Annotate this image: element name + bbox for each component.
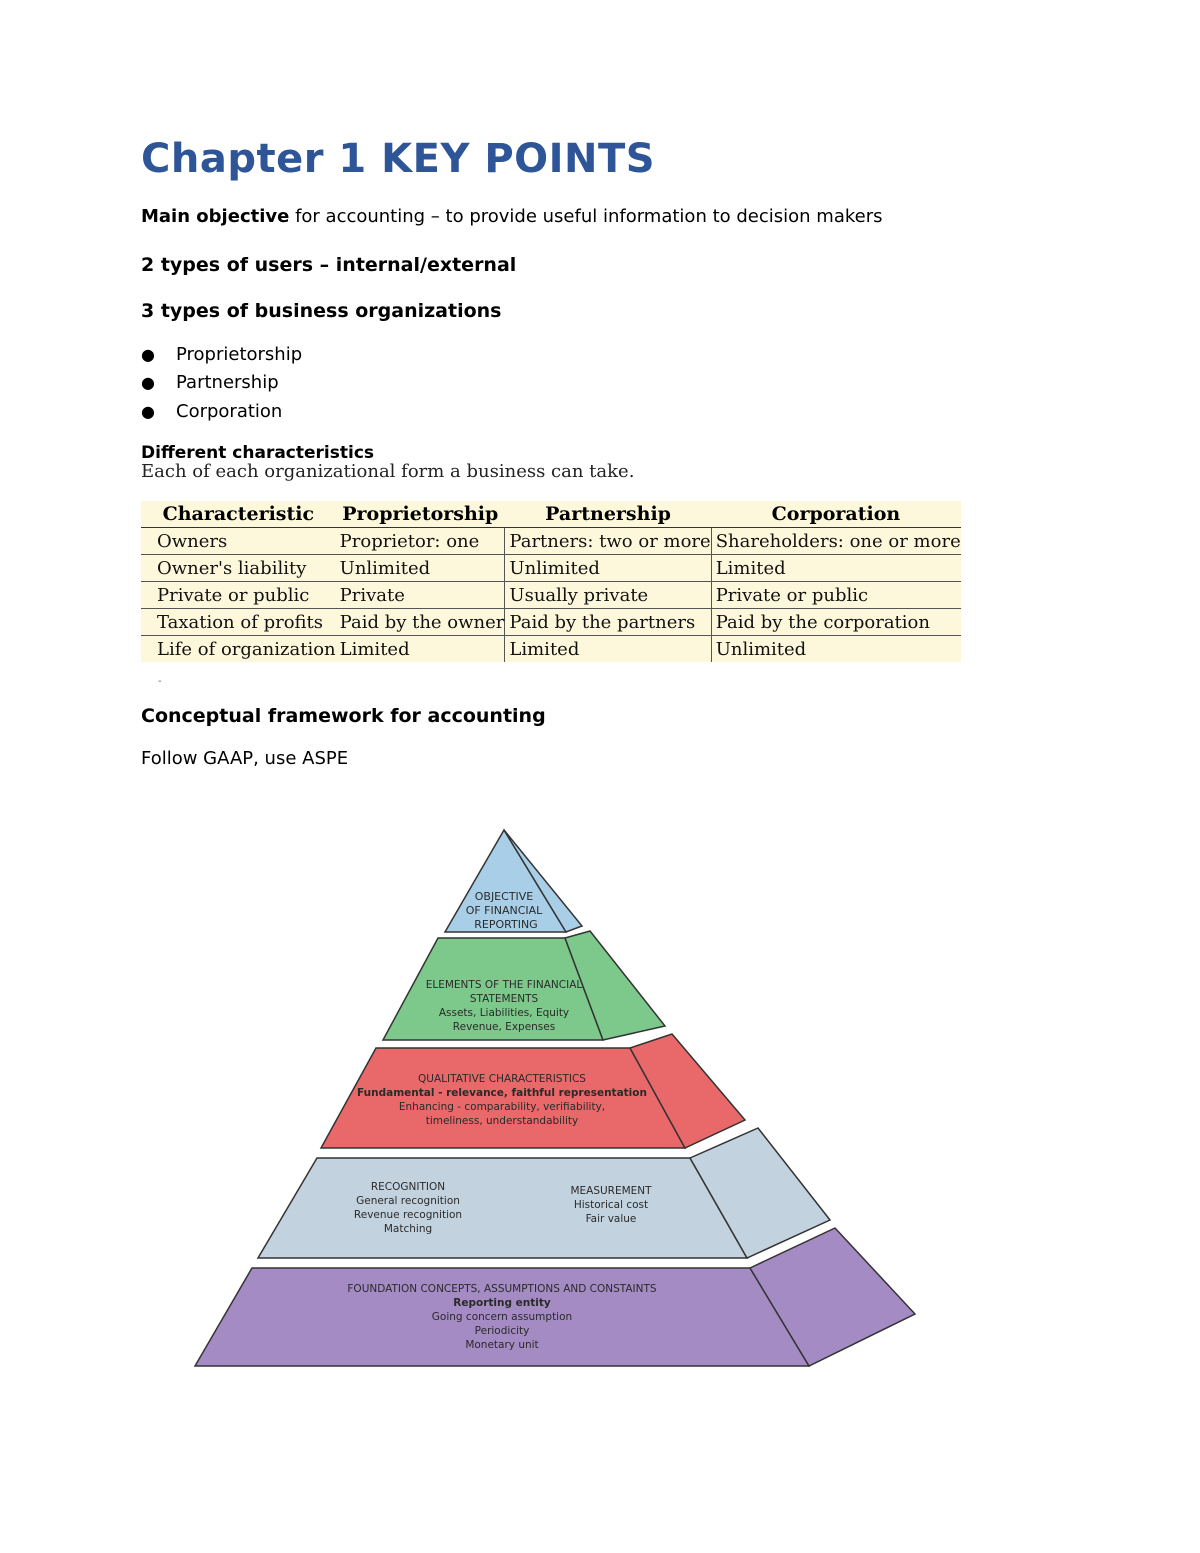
users-heading: 2 types of users – internal/external [141,254,517,276]
table-cell: Usually private [505,582,711,609]
characteristics-table [141,501,961,662]
table-cell: Private or public [711,582,961,609]
table-cell: Owners [141,528,336,555]
objective-line: OBJECTIVE [474,890,534,903]
foundation-line: Periodicity [474,1325,530,1337]
table-row [141,636,961,663]
table-header-row [141,501,961,528]
qualitative-line: timeliness, understandability [425,1115,579,1127]
table-cell: Partners: two or more [505,528,711,555]
bullet-icon: ● [141,401,155,421]
measurement-line: Historical cost [573,1199,649,1211]
measurement-line: Fair value [585,1213,637,1225]
diff-heading: Different characteristics [141,443,375,463]
objective-line: OF FINANCIAL [465,904,543,917]
column-header: Characteristic [141,501,336,528]
elements-line: Revenue, Expenses [452,1021,556,1033]
bullet-icon: ● [141,344,155,364]
table-row [141,528,961,555]
conceptual-framework-pyramid [190,828,920,1373]
table-row [141,609,961,636]
cut-off-caption: Each of each organizational form a business can take. [141,461,635,482]
list-item-label: Partnership [176,372,279,394]
orgs-heading: 3 types of business organizations [141,300,502,322]
table-cell: Unlimited [711,636,961,663]
qualitative-line: Enhancing - comparability, verifiability, [398,1101,606,1113]
table-cell: Owner's liability [141,555,336,582]
recognition-line: RECOGNITION [370,1181,446,1193]
table-cell: Paid by the partners [505,609,711,636]
list-item [141,369,302,398]
list-item-label: Proprietorship [176,343,303,365]
foundation-line: Reporting entity [453,1297,551,1309]
objective-line [141,206,882,227]
list-item [141,340,302,369]
table-cell: Limited [711,555,961,582]
recognition-line: Matching [383,1223,433,1235]
objective-text: for accounting – to provide useful information to decision makers [295,206,883,227]
column-header: Partnership [505,501,711,528]
table-row [141,555,961,582]
table-cell: Proprietor: one [336,528,505,555]
qualitative-line: Fundamental - relevance, faithful representation [357,1087,647,1099]
table-cell: Paid by the corporation [711,609,961,636]
list-item-label: Corporation [176,400,283,422]
table-row [141,582,961,609]
table-cell: Limited [505,636,711,663]
stray-mark: - [158,676,162,687]
elements-line: Assets, Liabilities, Equity [438,1007,570,1019]
page-title: Chapter 1 KEY POINTS [141,136,656,182]
table-cell: Shareholders: one or more [711,528,961,555]
table-cell: Limited [339,638,410,660]
objective-line: REPORTING [474,918,538,931]
foundation-line: Monetary unit [465,1339,539,1351]
table-cell: Taxation of profits [141,609,336,636]
elements-line: ELEMENTS OF THE FINANCIAL [425,979,583,991]
recognition-line: Revenue recognition [353,1209,463,1221]
foundation-line: Going concern assumption [431,1311,573,1323]
org-type-list [141,340,302,426]
recognition-line: General recognition [356,1195,460,1207]
table-cell: Life of organization [157,638,336,660]
framework-text: Follow GAAP, use ASPE [141,748,349,769]
table-cell: Paid by the owner [336,609,505,636]
table-cell: Private or public [141,582,336,609]
list-item [141,397,302,426]
table-cell: Unlimited [336,555,505,582]
column-header: Proprietorship [336,501,505,528]
foundation-line: FOUNDATION CONCEPTS, ASSUMPTIONS AND CONSTAINTS [347,1283,657,1295]
column-header: Corporation [711,501,961,528]
objective-label: Main objective [141,206,290,227]
table-cell: Unlimited [505,555,711,582]
framework-heading: Conceptual framework for accounting [141,705,546,727]
table-cell: Private [336,582,505,609]
elements-line: STATEMENTS [469,993,539,1005]
pyramid-tier-recognition-front [258,1158,747,1258]
measurement-line: MEASUREMENT [570,1185,652,1197]
qualitative-line: QUALITATIVE CHARACTERISTICS [418,1073,586,1085]
bullet-icon: ● [141,373,155,393]
